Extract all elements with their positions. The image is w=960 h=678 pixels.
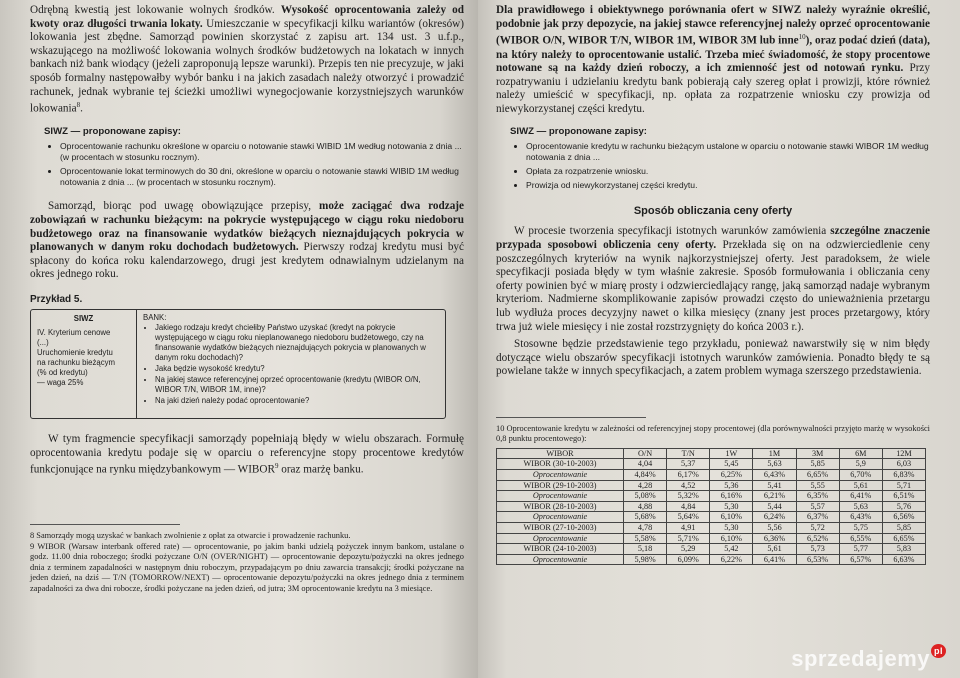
table-cell: 5,57: [796, 501, 839, 512]
table-row: [497, 459, 926, 470]
table-cell: 6,63%: [882, 554, 925, 565]
table-row: [497, 491, 926, 502]
footnote: 10 Oprocentowanie kredytu w zależności od referencyjnej stopy procentowej (dla porównywalności przyjęto marżę w wysokości 0,8 punktu procentowego):: [496, 424, 930, 444]
table-cell: 5,45: [710, 459, 753, 470]
siwz-list: [44, 141, 464, 188]
table-row: [497, 533, 926, 544]
table-cell: 4,28: [624, 480, 667, 491]
list-item: • Oprocentowanie kredytu w rachunku bieżącym ustalone w oparciu o notowanie stawki WIBOR 1M według notowania z dnia ...: [526, 141, 930, 163]
table-cell: 6,56%: [882, 512, 925, 523]
table-cell: 6,70%: [839, 470, 882, 481]
footnote: 9 WIBOR (Warsaw interbank offered rate) — oprocentowanie, po jakim banki udzielą pożyczek innym bankom, ustalane o godz. 11.00 dnia roboczego; środki pożyczane O/N (OVER/NIGHT) — oprocentowanie depozytu/pożyczki na okres jednego dnia z terminem zapadalności w następnym dniu roboczym, przypadającym po dniu zawarcia transakcji; środki pożyczane na jeden dzień, na dziś — T/N (TOMORROW/NEXT) — oprocentowanie depozytu/pożyczki na okres jednego dnia z terminem zapadalności za dwa dni robocze, środki pożyczane na jeden dzień, od jutra; 3M oprocentowanie kredytu na 3 miesiące.: [30, 541, 464, 593]
table-cell: 1M: [753, 448, 796, 459]
example-siwz-column: [31, 310, 137, 418]
left-paragraph-3: W tym fragmencie specyfikacji samorządy popełniają błędy w wielu obszarach. Formułę oprocentowania kredytu podaje się w oparciu o referencyjne stopy procentowe kredytów funkcjonujące na rynku międzybankowym — WIBOR$^9$ oraz marżę banku.: [30, 433, 464, 476]
table-cell: Oprocentowanie: [497, 533, 624, 544]
table-cell: T/N: [667, 448, 710, 459]
list-item: • Jaka będzie wysokość kredytu?: [155, 364, 439, 374]
table-cell: 5,42: [710, 544, 753, 555]
table-cell: 6,36%: [753, 533, 796, 544]
table-cell: 5,56: [753, 522, 796, 533]
table-cell: 6,24%: [753, 512, 796, 523]
table-cell: WIBOR (27-10-2003): [497, 522, 624, 533]
list-item: • Prowizja od niewykorzystanej części kredytu.: [526, 180, 930, 191]
example-box: [30, 309, 446, 419]
table-cell: 5,55: [796, 480, 839, 491]
table-cell: 6,10%: [710, 512, 753, 523]
table-cell: 4,91: [667, 522, 710, 533]
list-item: • Na jaki dzień należy podać oprocentowanie?: [155, 396, 439, 406]
table-cell: O/N: [624, 448, 667, 459]
table-cell: 5,75: [839, 522, 882, 533]
table-row: [497, 480, 926, 491]
list-item: • Oprocentowanie lokat terminowych do 30 dni, określone w oparciu o notowanie stawki WIBID 1M według notowania z dnia ... (w procentach w stosunku rocznym).: [60, 166, 464, 188]
table-cell: 6,51%: [882, 491, 925, 502]
table-row: [497, 448, 926, 459]
table-cell: 6,43%: [753, 470, 796, 481]
table-cell: 5,61: [753, 544, 796, 555]
table-cell: Oprocentowanie: [497, 512, 624, 523]
table-cell: 5,44: [753, 501, 796, 512]
table-cell: 6,17%: [667, 470, 710, 481]
table-cell: WIBOR (29-10-2003): [497, 480, 624, 491]
table-cell: WIBOR (24-10-2003): [497, 544, 624, 555]
table-cell: 5,61: [839, 480, 882, 491]
list-item: • Opłata za rozpatrzenie wniosku.: [526, 166, 930, 177]
table-cell: 5,68%: [624, 512, 667, 523]
table-cell: 5,71%: [667, 533, 710, 544]
list-item: • Jakiego rodzaju kredyt chciełiby Państwo uzyskać (kredyt na pokrycie występującego w ciągu roku nieplanowanego niedoboru budżetowego, czy na finansowanie wydatków bieżących nieznajdujących pokrycia w planowanych w danym roku dochodach)?: [155, 323, 439, 363]
table-row: [497, 512, 926, 523]
example-line: (% od kredytu): [37, 368, 88, 378]
table-cell: 3M: [796, 448, 839, 459]
siwz-heading: SIWZ — proponowane zapisy:: [44, 126, 181, 138]
table-cell: 6,35%: [796, 491, 839, 502]
table-cell: 4,88: [624, 501, 667, 512]
example-line: — waga 25%: [37, 378, 84, 388]
table-cell: 5,85: [882, 522, 925, 533]
table-cell: 6,10%: [710, 533, 753, 544]
table-cell: 6,65%: [882, 533, 925, 544]
table-cell: 6,83%: [882, 470, 925, 481]
table-cell: 5,83: [882, 544, 925, 555]
example-line: (...): [37, 338, 49, 348]
example-heading: Przykład 5.: [30, 294, 83, 306]
footnote-divider: [496, 417, 646, 418]
table-cell: 5,63: [753, 459, 796, 470]
table-cell: Oprocentowanie: [497, 491, 624, 502]
watermark-suffix: pl: [931, 644, 946, 658]
table-cell: 4,04: [624, 459, 667, 470]
table-cell: WIBOR (28-10-2003): [497, 501, 624, 512]
table-cell: 6,53%: [796, 554, 839, 565]
table-cell: Oprocentowanie: [497, 554, 624, 565]
table-cell: WIBOR: [497, 448, 624, 459]
siwz-list: [510, 141, 930, 191]
table-cell: 6,25%: [710, 470, 753, 481]
table-row: [497, 501, 926, 512]
table-cell: 6M: [839, 448, 882, 459]
right-paragraph-1: Dla prawidłowego i obiektywnego porównania ofert w SIWZ należy wyraźnie określić, podobnie jak przy depozycie, na jakiej stawce referencyjnej należy oprzeć oprocentowanie (WIBOR O/N, WIBOR T/N, WIBOR 1M, WIBOR 3M lub inne$^{10}$), oraz podać dzień (data), na który należy to oprocentowanie ustalić. Trzeba mieć świadomość, że stopy procentowe notowane są na każdy dzień roboczy, a ich zmienność jest od notowań rynku. Przy rozpatrywaniu i udzielaniu kredytu bank pobierają cały szereg opłat i prowizji, które również należy umieścić w specyfikacji, np. opłata za rozpatrzenie wniosku czy prowizja od niewykorzystanej części kredytu.: [496, 4, 930, 115]
watermark: sprzedajemy $^{pl}$: [791, 646, 946, 672]
table-cell: 6,65%: [796, 470, 839, 481]
table-cell: 5,63: [839, 501, 882, 512]
left-paragraph-1: Odrębną kwestią jest lokowanie wolnych środków. Wysokość oprocentowania zależy od kwoty oraz długości trwania lokaty. Umieszczanie w specyfikacji kilku wariantów (okresów) lokowania jest zbędne. Samorząd powinien skorzystać z zapisu art. 134 ust. 3 u.f.p., wskazującego na możliwość lokowania wolnych środków budżetowych na lokatach w innych bankach niż bank wiodący (jeżeli zaproponują lepsze warunki). Przepis ten nie precyzuje, w jaki sposób formalny następowałby wybór banku i na jakich zasadach należy otworzyć i prowadzić rachunek, jednak wybranie tej ścieżki umożliwi wynegocjowanie korzystniejszych warunków lokowania$^8$.: [30, 4, 465, 115]
table-row: [497, 554, 926, 565]
right-paragraph-2: W procesie tworzenia specyfikacji istotnych warunków zamówienia szczególne znaczenie przypada sposobowi obliczenia ceny oferty. Przekłada się on na odzwierciedlenie ceny poszczególnych kryteriów na wynik najkorzystniejszej oferty. Jest paradoksem, że wiele specyfikacji posiada błędy w tym właśnie zakresie. Sposób formułowania i obliczania ceny oferty powinien być w miarę prosty i odzwierciedlający rangę, jaką samorząd nadaje wybranym kryteriom. Nadmierne skomplikowanie zapisów prowadzi często do unieważnienia przetargu lub wydłuża proces decyzyjny nawet o kilka miesięcy (znany jest proces przetargowy, który trwa już wiele miesięcy i nie został rozstrzygnięty do końca 2003 r.).: [496, 225, 930, 333]
table-cell: 1W: [710, 448, 753, 459]
table-cell: 4,52: [667, 480, 710, 491]
table-cell: 5,58%: [624, 533, 667, 544]
table-row: [497, 522, 926, 533]
table-cell: 5,36: [710, 480, 753, 491]
example-line: IV. Kryterium cenowe: [37, 328, 111, 338]
table-cell: 5,41: [753, 480, 796, 491]
table-cell: 6,57%: [839, 554, 882, 565]
table-cell: 5,98%: [624, 554, 667, 565]
right-page: [478, 0, 960, 678]
table-cell: 6,55%: [839, 533, 882, 544]
table-cell: Oprocentowanie: [497, 470, 624, 481]
table-cell: 5,85: [796, 459, 839, 470]
example-bank-column: [137, 310, 445, 418]
left-page: [0, 0, 478, 678]
table-cell: 6,16%: [710, 491, 753, 502]
table-cell: 5,29: [667, 544, 710, 555]
table-cell: 6,21%: [753, 491, 796, 502]
example-bank-title: BANK:: [143, 313, 167, 323]
table-cell: 5,30: [710, 501, 753, 512]
list-item: • Na jakiej stawce referencyjnej oprzeć oprocentowanie (kredytu (WIBOR O/N, WIBOR T/N, WIBOR 1M, inne)?: [155, 375, 439, 395]
table-cell: 5,72: [796, 522, 839, 533]
section-heading: Sposób obliczania ceny oferty: [633, 205, 793, 218]
table-cell: 5,37: [667, 459, 710, 470]
table-cell: 5,64%: [667, 512, 710, 523]
table-cell: 5,30: [710, 522, 753, 533]
table-row: [497, 544, 926, 555]
table-cell: 5,32%: [667, 491, 710, 502]
left-paragraph-2: Samorząd, biorąc pod uwagę obowiązujące przepisy, może zaciągać dwa rodzaje zobowiązań w rachunku bieżącym: na pokrycie występującego w ciągu roku niedoboru budżetowego oraz na finansowanie wydatków bieżących nieznajdujących pokrycia w planowanych w danym roku dochodach budżetowych. Pierwszy rodzaj kredytu musi być spłacony do końca roku kalendarzowego, drugi jest kredytem odnawialnym udzielanym na okres jednego roku.: [30, 200, 465, 281]
table-cell: 6,43%: [839, 512, 882, 523]
footnote-divider: [30, 524, 180, 525]
table-cell: WIBOR (30-10-2003): [497, 459, 624, 470]
siwz-heading: SIWZ — proponowane zapisy:: [510, 126, 647, 138]
table-cell: 5,9: [839, 459, 882, 470]
table-cell: 6,41%: [839, 491, 882, 502]
table-cell: 5,18: [624, 544, 667, 555]
list-item: • Oprocentowanie rachunku określone w oparciu o notowanie stawki WIBID 1M według notowania z dnia ... (w procentach w stosunku rocznym).: [60, 141, 464, 163]
table-cell: 12M: [882, 448, 925, 459]
table-cell: 5,73: [796, 544, 839, 555]
table-cell: 4,78: [624, 522, 667, 533]
table-cell: 6,09%: [667, 554, 710, 565]
table-cell: 4,84%: [624, 470, 667, 481]
example-siwz-title: SIWZ: [73, 314, 94, 324]
table-cell: 6,52%: [796, 533, 839, 544]
right-paragraph-3: Stosowne będzie przedstawienie tego przykładu, ponieważ nawarstwiły się w nim błędy dotyczące wielu obszarów specyfikacji istotnych warunków zamówienia. Ponadto błędy te są powielane także w innych specyfikacjach, a zatem problem wymaga szerszego przedstawienia.: [496, 338, 930, 378]
footnote-ref: 9: [274, 462, 279, 471]
table-cell: 6,22%: [710, 554, 753, 565]
table-row: [497, 470, 926, 481]
footnote-ref: 10: [798, 33, 806, 42]
table-cell: 6,37%: [796, 512, 839, 523]
wibor-table: [496, 448, 926, 566]
table-cell: 4,84: [667, 501, 710, 512]
table-cell: 5,71: [882, 480, 925, 491]
example-line: na rachunku bieżącym: [37, 358, 116, 368]
table-cell: 6,03: [882, 459, 925, 470]
table-cell: 5,77: [839, 544, 882, 555]
table-cell: 5,76: [882, 501, 925, 512]
footnote-ref: 8: [76, 101, 81, 110]
table-cell: 5,08%: [624, 491, 667, 502]
example-line: Uruchomienie kredytu: [37, 348, 113, 358]
footnote: 8 Samorządy mogą uzyskać w bankach zwolnienie z opłat za otwarcie i prowadzenie rachunku.: [30, 530, 351, 540]
table-cell: 6,41%: [753, 554, 796, 565]
